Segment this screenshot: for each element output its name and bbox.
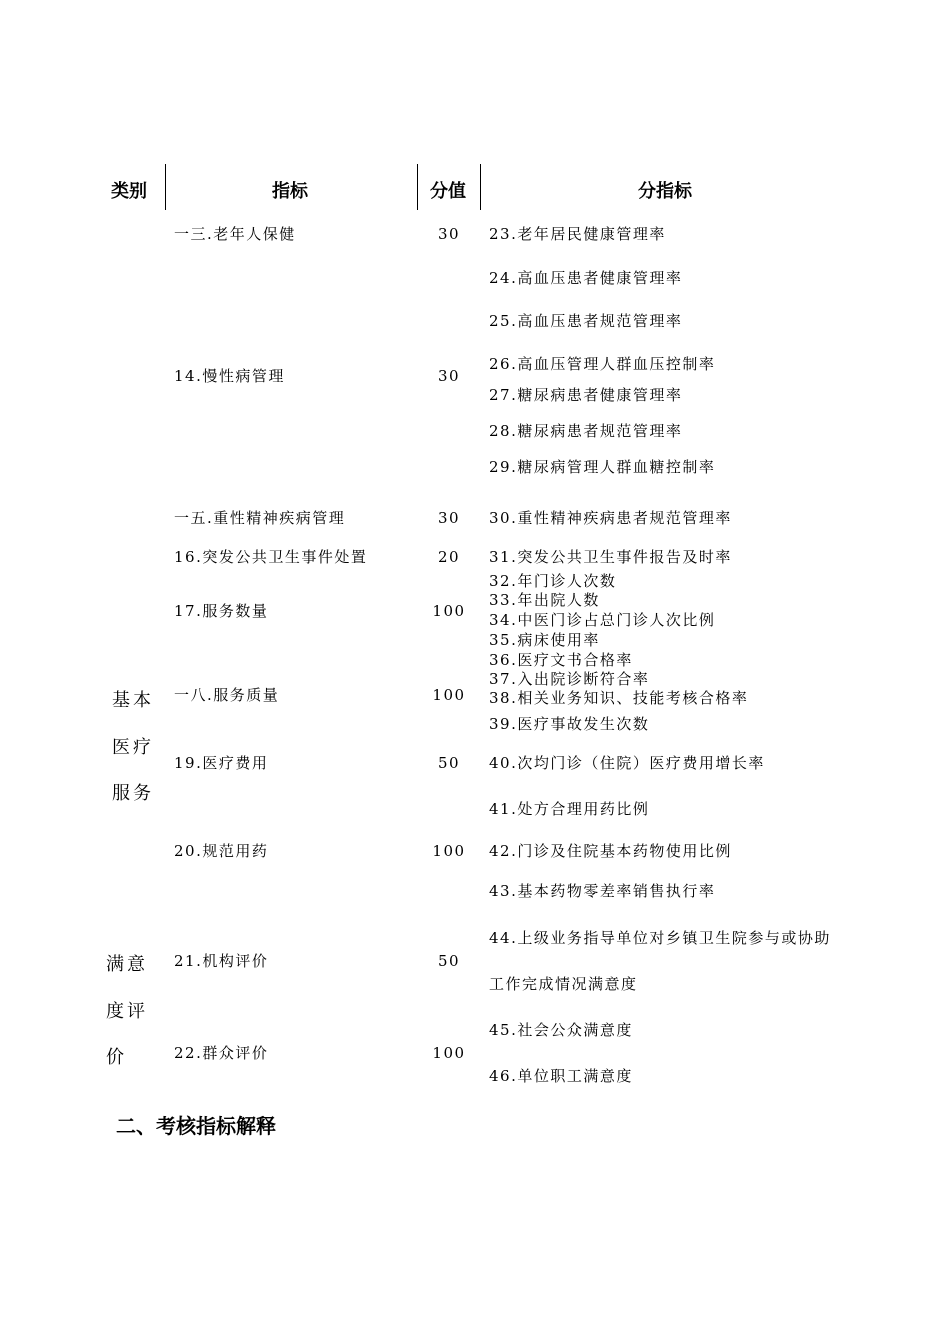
sub-indicator: 45.社会公众满意度 [489,1021,633,1039]
sub-indicator: 33.年出院人数 [489,591,600,609]
sub-indicator: 35.病床使用率 [489,631,600,649]
sub-indicator: 31.突发公共卫生事件报告及时率 [489,548,732,566]
sub-indicator: 43.基本药物零差率销售执行率 [489,882,716,900]
header-divider [480,164,481,210]
sub-indicator: 30.重性精神疾病患者规范管理率 [489,509,732,527]
sub-indicator: 41.处方合理用药比例 [489,800,650,818]
header-indicator: 指标 [272,181,308,202]
category-label: 满意 [106,954,148,975]
header-divider [417,164,418,210]
sub-indicator: 38.相关业务知识、技能考核合格率 [489,689,749,707]
indicator-score: 50 [437,754,461,772]
sub-indicator: 40.次均门诊（住院）医疗费用增长率 [489,754,765,772]
category-label: 服务 [112,783,154,804]
indicator-score: 20 [437,548,461,566]
indicator-score: 30 [437,509,461,527]
indicator-name: 21.机构评价 [174,952,269,970]
sub-indicator: 36.医疗文书合格率 [489,651,633,669]
category-label: 度评 [106,1001,148,1022]
header-divider [165,164,166,210]
sub-indicator: 39.医疗事故发生次数 [489,715,650,733]
sub-indicator: 37.入出院诊断符合率 [489,670,650,688]
section-title: 二、考核指标解释 [116,1114,276,1138]
indicator-score: 30 [437,225,461,243]
indicator-name: 一八.服务质量 [174,686,280,704]
category-label: 价 [106,1047,127,1068]
sub-indicator: 24.高血压患者健康管理率 [489,269,683,287]
sub-indicator: 26.高血压管理人群血压控制率 [489,355,716,373]
indicator-score: 100 [432,602,466,620]
header-category: 类别 [111,181,147,202]
sub-indicator: 42.门诊及住院基本药物使用比例 [489,842,732,860]
header-sub-indicator: 分指标 [638,181,692,202]
indicator-score: 30 [437,367,461,385]
sub-indicator: 28.糖尿病患者规范管理率 [489,422,683,440]
category-label: 基本 [112,690,154,711]
indicator-name: 16.突发公共卫生事件处置 [174,548,368,566]
indicator-score: 50 [437,952,461,970]
sub-indicator: 25.高血压患者规范管理率 [489,312,683,330]
category-label: 医疗 [112,737,154,758]
sub-indicator: 23.老年居民健康管理率 [489,225,666,243]
indicator-score: 100 [432,1044,466,1062]
indicator-name: 19.医疗费用 [174,754,269,772]
indicator-name: 一五.重性精神疾病管理 [174,509,346,527]
sub-indicator: 44.上级业务指导单位对乡镇卫生院参与或协助 [489,929,831,947]
indicator-score: 100 [432,842,466,860]
indicator-name: 22.群众评价 [174,1044,269,1062]
sub-indicator: 工作完成情况满意度 [489,975,638,993]
indicator-name: 一三.老年人保健 [174,225,296,243]
sub-indicator: 34.中医门诊占总门诊人次比例 [489,611,716,629]
indicator-name: 17.服务数量 [174,602,269,620]
sub-indicator: 27.糖尿病患者健康管理率 [489,386,683,404]
indicator-name: 20.规范用药 [174,842,269,860]
sub-indicator: 32.年门诊人次数 [489,572,617,590]
header-score: 分值 [430,181,466,202]
indicator-score: 100 [432,686,466,704]
sub-indicator: 29.糖尿病管理人群血糖控制率 [489,458,716,476]
sub-indicator: 46.单位职工满意度 [489,1067,633,1085]
indicator-name: 14.慢性病管理 [174,367,285,385]
